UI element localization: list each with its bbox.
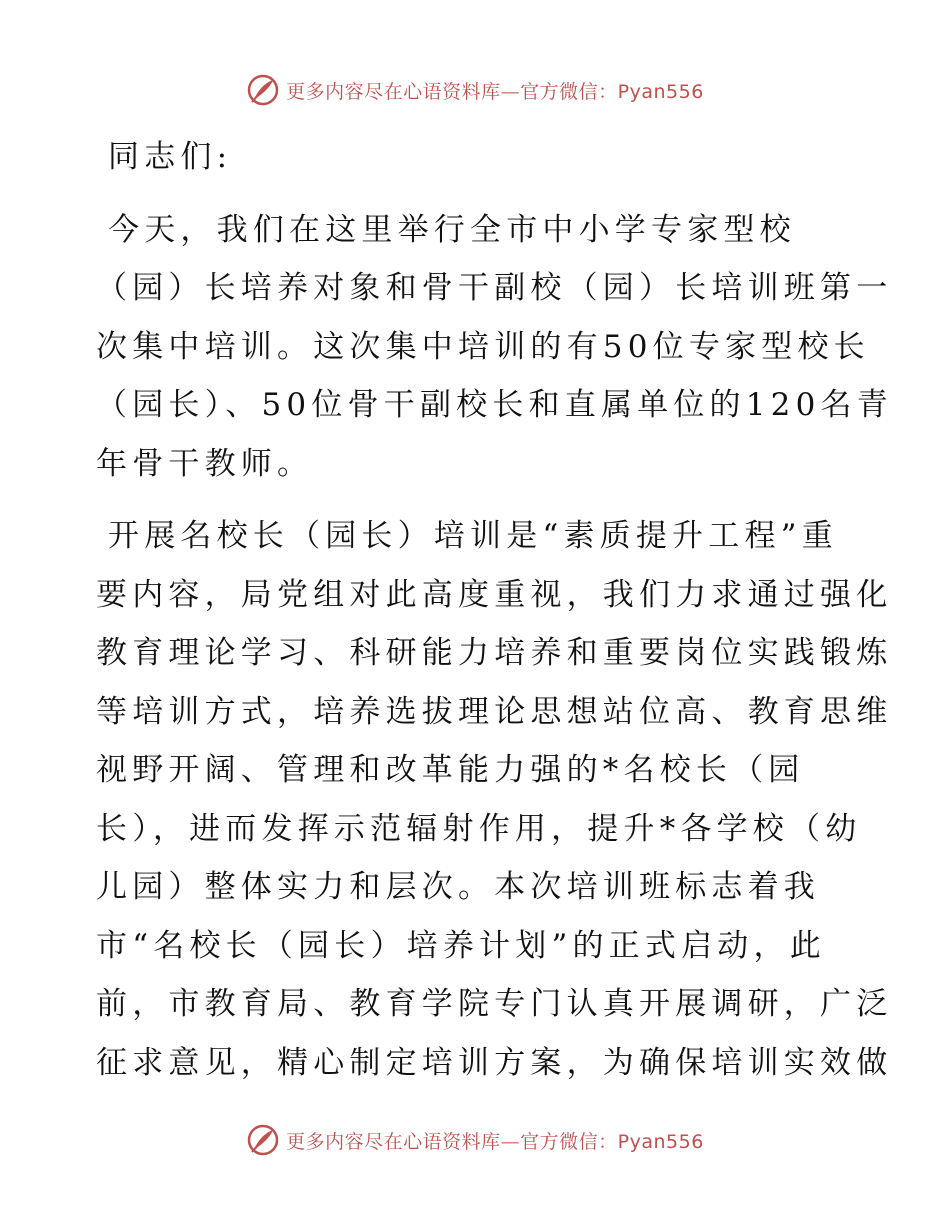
banner-text [286,1127,704,1154]
feather-logo-icon [246,73,280,107]
paragraph-2 [96,507,893,1092]
text-line: 前，市教育局、教育学院专门认真开展调研，广泛 [96,986,893,1022]
banner-separator: — [500,1130,521,1153]
text-line: （园）长培养对象和骨干副校（园）长培训班第一 [96,270,893,306]
text-line: 征求意见，精心制定培训方案，为确保培训实效做 [96,1044,893,1081]
text-line: 教育理论学习、科研能力培养和重要岗位实践锻炼 [96,635,893,671]
banner-wechat: 官方微信：Pyan556 [520,1130,704,1153]
text-line: 市“名校长（园长）培养计划”的正式启动，此 [96,927,826,964]
text-line: 长），进而发挥示范辐射作用，提升*各学校（幼 [96,810,862,847]
text-line: 次集中培训。这次集中培训的有50位专家型校长 [96,328,870,365]
document-body [96,128,893,1092]
feather-logo-icon [246,1123,280,1157]
salutation: 同志们: [108,139,233,175]
text-line: 视野开阔、管理和改革能力强的*名校长（园 [96,752,805,788]
text-line: 年骨干教师。 [96,445,314,482]
text-line: 开展名校长（园长）培训是“素质提升工程”重 [108,518,838,554]
footer-banner [0,1120,950,1160]
text-line: 儿园）整体实力和层次。本次培训班标志着我 [96,869,820,905]
text-line: 今天，我们在这里举行全市中小学专家型校 [108,211,796,248]
banner-wechat: 官方微信：Pyan556 [520,80,704,103]
header-banner [0,70,950,110]
banner-brand: 更多内容尽在心语资料库 [286,1130,501,1153]
text-line: （园长）、50位骨干副校长和直属单位的120名青 [96,387,893,423]
text-line: 等培训方式，培养选拔理论思想站位高、教育思维 [96,693,893,730]
paragraph-1 [96,201,893,494]
banner-separator: — [500,80,521,103]
banner-text [286,77,704,104]
text-line: 要内容，局党组对此高度重视，我们力求通过强化 [96,576,893,613]
banner-brand: 更多内容尽在心语资料库 [286,80,501,103]
